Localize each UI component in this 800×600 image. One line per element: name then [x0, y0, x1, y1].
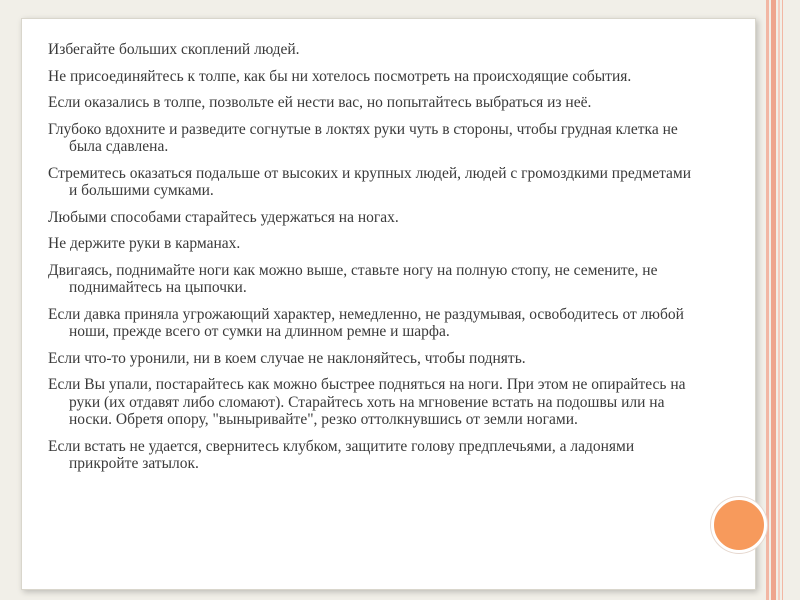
decorative-circle: [711, 497, 767, 553]
paragraph-7: Не держите руки в карманах.: [48, 235, 241, 252]
paragraph-8: Двигаясь, поднимайте ноги как можно выше, ставьте ногу на полную стопу, не семените, не поднимайтесь на цыпочки.: [48, 261, 658, 296]
paragraph-6: Любыми способами старайтесь удержаться на ногах.: [48, 208, 399, 226]
decorative-stripes: [766, 0, 786, 600]
paragraph-9: Если давка приняла угрожающий характер, немедленно, не раздумывая, освободитесь от любой ноши, прежде всего от сумки на длинном ремне и шарфа.: [48, 305, 684, 340]
paragraph-5: Стремитесь оказаться подальше от высоких и крупных людей, людей с громоздкими предметами и большими сумками.: [48, 164, 692, 199]
stripe: [766, 0, 769, 600]
paragraph-1: Избегайте больших скоплений людей.: [48, 41, 300, 58]
slide-text: [48, 41, 703, 482]
paragraph-11: Если Вы упали, постарайтесь как можно быстрее подняться на ноги. При этом не опирайтесь на руки (их отдавят либо сломают). Старайтесь хоть на мгновение встать на подошвы или на носки. Обретя опору, "выныривайте", резко оттолкнувшись от земли ногами.: [48, 376, 686, 428]
stripe: [778, 0, 780, 600]
stripe: [771, 0, 776, 600]
paragraph-2: Не присоединяйтесь к толпе, как бы ни хотелось посмотреть на происходящие события.: [48, 67, 632, 85]
stripe: [782, 0, 783, 600]
paragraph-4: Глубоко вдохните и разведите согнутые в локтях руки чуть в стороны, чтобы грудная клетка не была сдавлена.: [48, 120, 678, 155]
paragraph-3: Если оказались в толпе, позвольте ей нести вас, но попытайтесь выбраться из неё.: [48, 94, 592, 111]
paragraph-10: Если что-то уронили, ни в коем случае не наклоняйтесь, чтобы поднять.: [48, 349, 526, 367]
paragraph-12: Если встать не удается, свернитесь клубком, защитите голову предплечьями, а ладонями прикройте затылок.: [48, 437, 635, 472]
